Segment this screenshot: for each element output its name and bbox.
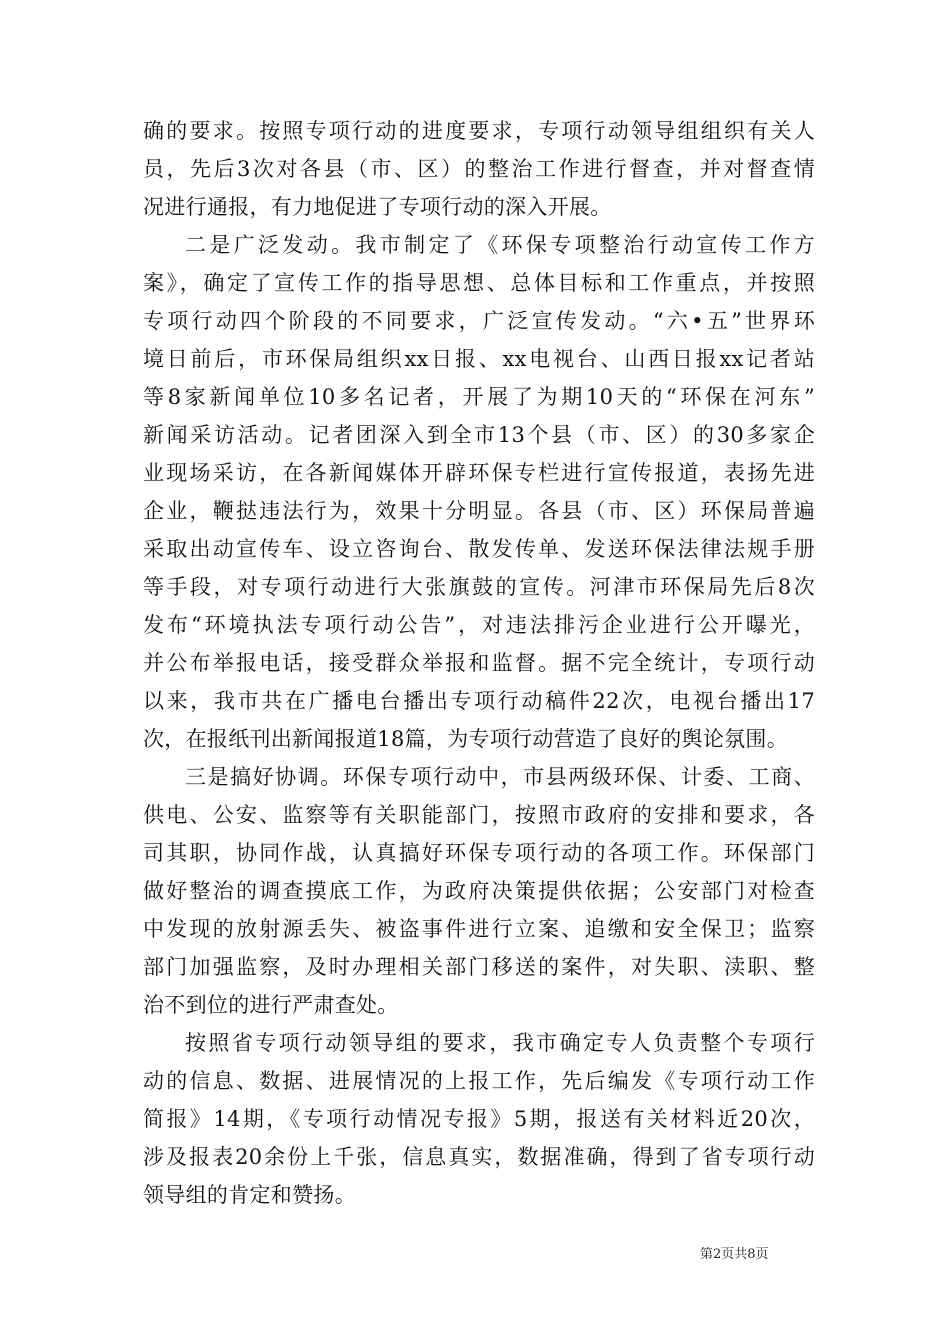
text-line: 司其职，协同作战，认真搞好环保专项行动的各项工作。环保部门 (143, 841, 815, 865)
text-line: 员，先后3次对各县（市、区）的整治工作进行督查，并对督查情 (143, 157, 815, 181)
paragraph-2 (143, 226, 815, 758)
text-line: 发布“环境执法专项行动公告”，对违法排污企业进行公开曝光， (143, 613, 815, 637)
text-line: 三是搞好协调。环保专项行动中，市县两级环保、计委、工商、 (185, 765, 815, 789)
text-line: 中发现的放射源丢失、被盗事件进行立案、追缴和安全保卫；监察 (143, 917, 815, 941)
text-line: 等手段，对专项行动进行大张旗鼓的宣传。河津市环保局先后8次 (143, 575, 815, 599)
text-line: 企业，鞭挞违法行为，效果十分明显。各县（市、区）环保局普遍 (143, 499, 815, 523)
text-line: 业现场采访，在各新闻媒体开辟环保专栏进行宣传报道，表扬先进 (143, 461, 815, 485)
paragraph-3 (143, 758, 815, 1024)
text-line: 境日前后，市环保局组织xx日报、xx电视台、山西日报xx记者站 (143, 347, 815, 371)
text-line: 按照省专项行动领导组的要求，我市确定专人负责整个专项行 (185, 1031, 815, 1055)
text-line: 况进行通报，有力地促进了专项行动的深入开展。 (143, 195, 612, 219)
text-line: 次，在报纸刊出新闻报道18篇，为专项行动营造了良好的舆论氛围。 (143, 727, 789, 751)
text-line: 治不到位的进行严肃查处。 (143, 993, 399, 1017)
paragraph-1 (143, 112, 815, 226)
text-line: 部门加强监察，及时办理相关部门移送的案件，对失职、渎职、整 (143, 955, 815, 979)
text-line: 新闻采访活动。记者团深入到全市13个县（市、区）的30多家企 (143, 423, 815, 447)
text-line: 领导组的肯定和赞扬。 (143, 1183, 356, 1207)
paragraph-4 (143, 1024, 815, 1214)
text-line: 动的信息、数据、进展情况的上报工作，先后编发《专项行动工作 (143, 1069, 815, 1093)
text-line: 供电、公安、监察等有关职能部门，按照市政府的安排和要求，各 (143, 803, 815, 827)
text-line: 采取出动宣传车、设立咨询台、散发传单、发送环保法律法规手册 (143, 537, 815, 561)
text-line: 做好整治的调查摸底工作，为政府决策提供依据；公安部门对检查 (143, 879, 815, 903)
text-line: 涉及报表20余份上千张，信息真实，数据准确，得到了省专项行动 (143, 1145, 815, 1169)
text-line: 确的要求。按照专项行动的进度要求，专项行动领导组组织有关人 (143, 119, 815, 143)
body-text (143, 112, 815, 1214)
text-line: 案》，确定了宣传工作的指导思想、总体目标和工作重点，并按照 (143, 271, 815, 295)
text-line: 简报》14期，《专项行动情况专报》5期，报送有关材料近20次， (143, 1107, 815, 1131)
text-line: 等8家新闻单位10多名记者，开展了为期10天的“环保在河东” (143, 385, 815, 409)
text-line: 并公布举报电话，接受群众举报和监督。据不完全统计，专项行动 (143, 651, 815, 675)
text-line: 以来，我市共在广播电台播出专项行动稿件22次，电视台播出17 (143, 689, 815, 713)
page-number: 第2页共8页 (700, 1247, 769, 1262)
text-line: 二是广泛发动。我市制定了《环保专项整治行动宣传工作方 (185, 233, 815, 257)
text-line: 专项行动四个阶段的不同要求，广泛宣传发动。“六•五”世界环 (143, 309, 815, 333)
